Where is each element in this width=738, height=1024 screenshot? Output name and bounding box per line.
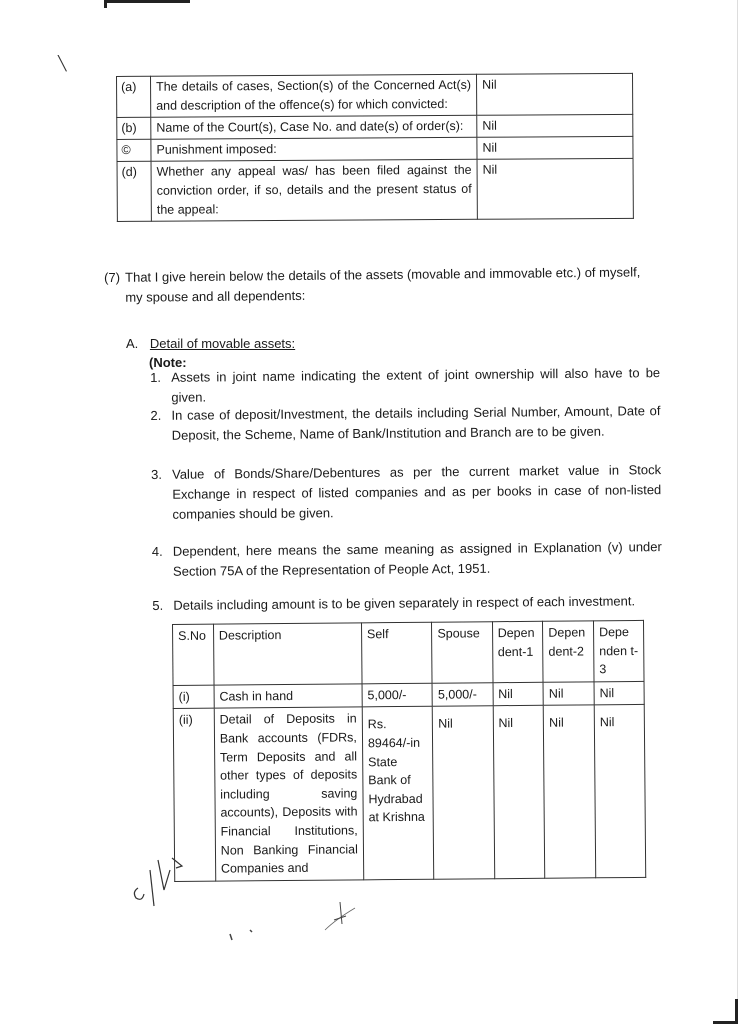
signature-stroke: [230, 934, 232, 940]
column-header: Spouse: [432, 622, 493, 683]
cell-dependent-2: Nil: [543, 682, 594, 706]
list-item: [152, 591, 662, 616]
paragraph-number: (7): [104, 269, 121, 285]
cell-dependent-3: Nil: [594, 681, 644, 705]
cell-self: Rs. 89464/-in State Bank of Hydrabad at Krishna: [362, 707, 434, 880]
cell-dependent-1: Nil: [493, 706, 545, 879]
row-value: Nil: [477, 114, 633, 137]
section-label: A.: [126, 336, 139, 351]
scan-edge-tick: [104, 0, 107, 8]
note-text: Details including amount is to be given separately in respect of each investment.: [173, 593, 636, 613]
list-item: [151, 460, 662, 525]
pen-mark: ╲: [58, 55, 67, 71]
cell-description: Detail of Deposits in Bank accounts (FDRs, Term Deposits and all other types of deposits including saving accounts), Deposits with Financial Institutions, Non Banking Financial Companies and: [214, 707, 364, 881]
conviction-details-table: [116, 73, 634, 222]
column-header: Depen dent-1: [492, 621, 543, 682]
note-text: Assets in joint name indicating the extent of joint ownership will also have to be given.: [171, 365, 661, 405]
movable-assets-table: [172, 620, 646, 882]
signature-stroke: [250, 930, 252, 932]
signature-stroke: [150, 870, 154, 906]
row-value: Nil: [477, 136, 633, 159]
table-row: [117, 158, 633, 221]
note-number: 5.: [152, 597, 164, 613]
cell-description: Cash in hand: [214, 684, 362, 709]
table-row: [117, 136, 633, 161]
paragraph-7: [104, 262, 652, 308]
list-item: [152, 537, 662, 582]
note-text: Dependent, here means the same meaning as assigned in Explanation (v) under Section 75A of the Representation of People Act, 1951.: [172, 539, 662, 579]
note-text: Value of Bonds/Share/Debentures as per the current market value in Stock Exchange in respect of listed companies and as per books in case of non-listed companies should be given.: [172, 462, 662, 522]
row-description: Name of the Court(s), Case No. and date(s) of order(s):: [151, 115, 477, 139]
row-label: (a): [117, 76, 151, 117]
note-number: 4.: [151, 543, 163, 559]
row-value: Nil: [477, 158, 633, 219]
scan-corner-mark: [713, 999, 738, 1024]
signature-stroke: [158, 860, 170, 890]
handwritten-signature: [120, 850, 360, 950]
row-description: The details of cases, Section(s) of the Concerned Act(s) and description of the offence(s) for which convicted:: [151, 74, 477, 117]
table-row: [117, 73, 633, 117]
column-header: Self: [361, 622, 432, 683]
cell-sno: (i): [173, 685, 214, 709]
signature-stroke: [172, 858, 182, 868]
row-label: (b): [117, 117, 151, 139]
section-title: Detail of movable assets:: [149, 336, 296, 351]
column-header: Depen dent-2: [543, 621, 594, 682]
note-heading: (Note:: [149, 355, 187, 370]
note-text: In case of deposit/Investment, the details including Serial Number, Amount, Date of Deposit, the Scheme, Name of Bank/Institution and Branch are to be given.: [171, 403, 661, 443]
cell-dependent-1: Nil: [493, 682, 544, 706]
signature-stroke: [325, 908, 355, 930]
cell-sno: (ii): [173, 709, 215, 882]
column-header: Depe nden t-3: [593, 620, 644, 681]
row-description: Punishment imposed:: [151, 137, 477, 161]
column-header: S.No: [173, 624, 214, 685]
table-header-row: [173, 620, 645, 685]
row-label: (d): [117, 161, 151, 221]
paragraph-text: That I give herein below the details of the assets (movable and immovable etc.) of myself, my spouse and all dependents:: [125, 264, 641, 305]
note-number: 3.: [151, 466, 162, 482]
signature-stroke: [134, 888, 144, 899]
cell-dependent-2: Nil: [543, 705, 595, 878]
cell-spouse: Nil: [433, 706, 495, 879]
column-header: Description: [213, 623, 362, 685]
list-item: [150, 401, 660, 446]
cell-spouse: 5,000/-: [432, 682, 492, 706]
row-description: Whether any appeal was/ has been filed against the conviction order, if so, details and the present status of the appeal:: [151, 159, 477, 221]
scan-edge-mark: [104, 0, 190, 3]
note-number: 2.: [150, 407, 162, 423]
section-a-heading: [126, 335, 295, 353]
row-label: ©: [117, 139, 151, 161]
cell-self: 5,000/-: [362, 683, 433, 707]
table-row: [117, 114, 633, 139]
note-number: 1.: [150, 369, 162, 385]
row-value: Nil: [476, 73, 632, 115]
cell-dependent-3: Nil: [594, 705, 646, 878]
